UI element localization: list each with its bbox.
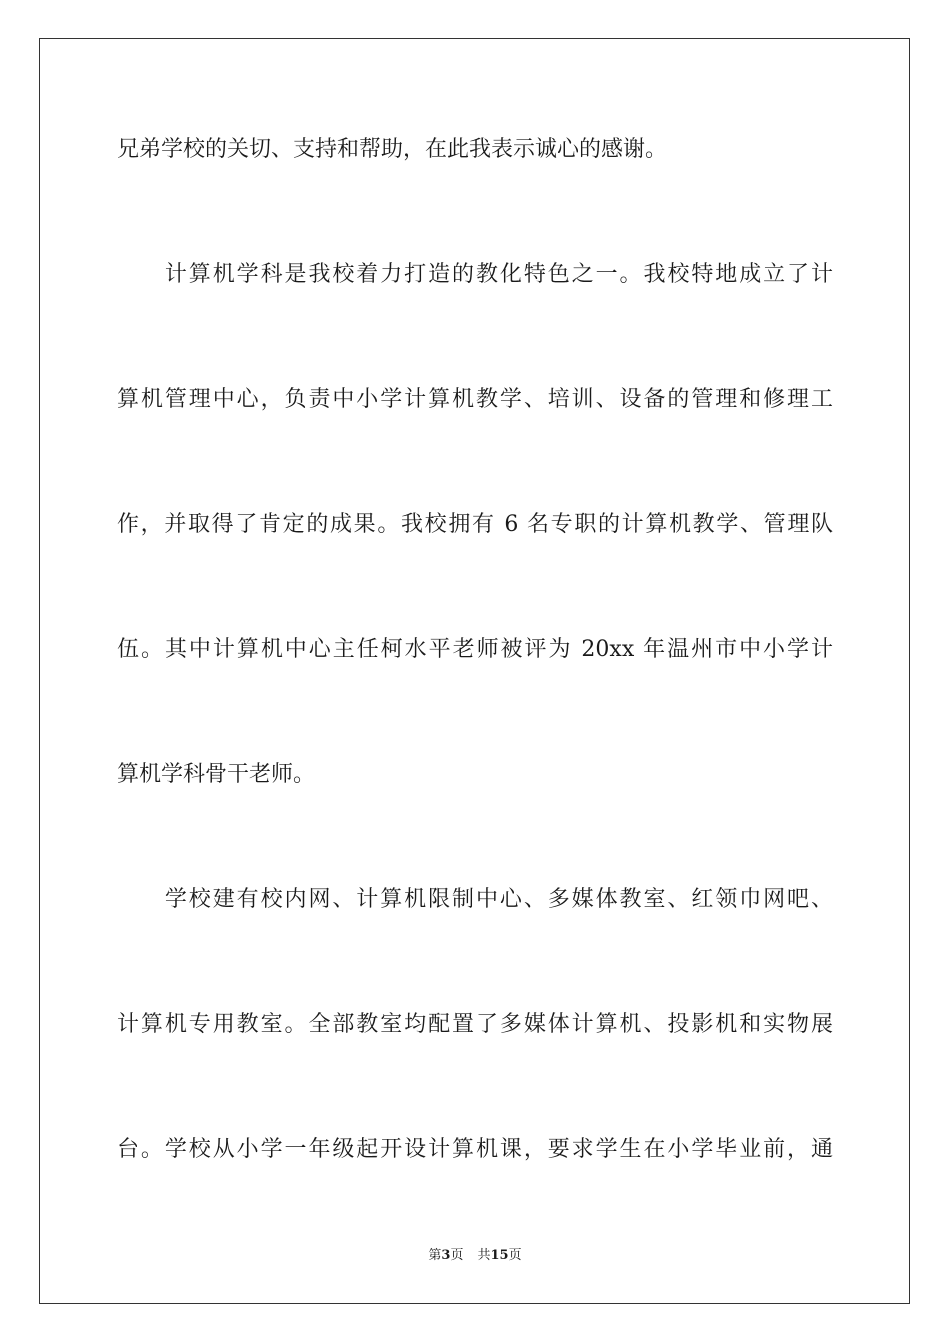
text-line: 兄弟学校的关切、支持和帮助，在此我表示诚心的感谢。 [117, 137, 668, 162]
text-line: 作，并取得了肯定的成果。我校拥有 6 名专职的计算机教学、管理队 [117, 512, 833, 537]
page-number: 3 [441, 1248, 451, 1263]
page-suffix: 页 [450, 1248, 464, 1263]
text-line: 计算机专用教室。全部教室均配置了多媒体计算机、投影机和实物展 [117, 1012, 833, 1037]
total-suffix: 页 [508, 1248, 522, 1263]
total-prefix: 共 [477, 1248, 491, 1263]
text-line: 学校建有校内网、计算机限制中心、多媒体教室、红领巾网吧、 [117, 887, 833, 912]
text-line: 伍。其中计算机中心主任柯水平老师被评为 20xx 年温州市中小学计 [117, 637, 833, 662]
page-footer [0, 1247, 950, 1265]
text-line: 算机学科骨干老师。 [117, 762, 316, 787]
text-line: 算机管理中心，负责中小学计算机教学、培训、设备的管理和修理工 [117, 387, 833, 412]
text-line: 台。学校从小学一年级起开设计算机课，要求学生在小学毕业前，通 [117, 1137, 833, 1162]
total-pages: 15 [490, 1248, 509, 1263]
page-prefix: 第 [428, 1248, 442, 1263]
page-border [39, 38, 910, 1304]
text-line: 计算机学科是我校着力打造的教化特色之一。我校特地成立了计 [117, 262, 833, 287]
